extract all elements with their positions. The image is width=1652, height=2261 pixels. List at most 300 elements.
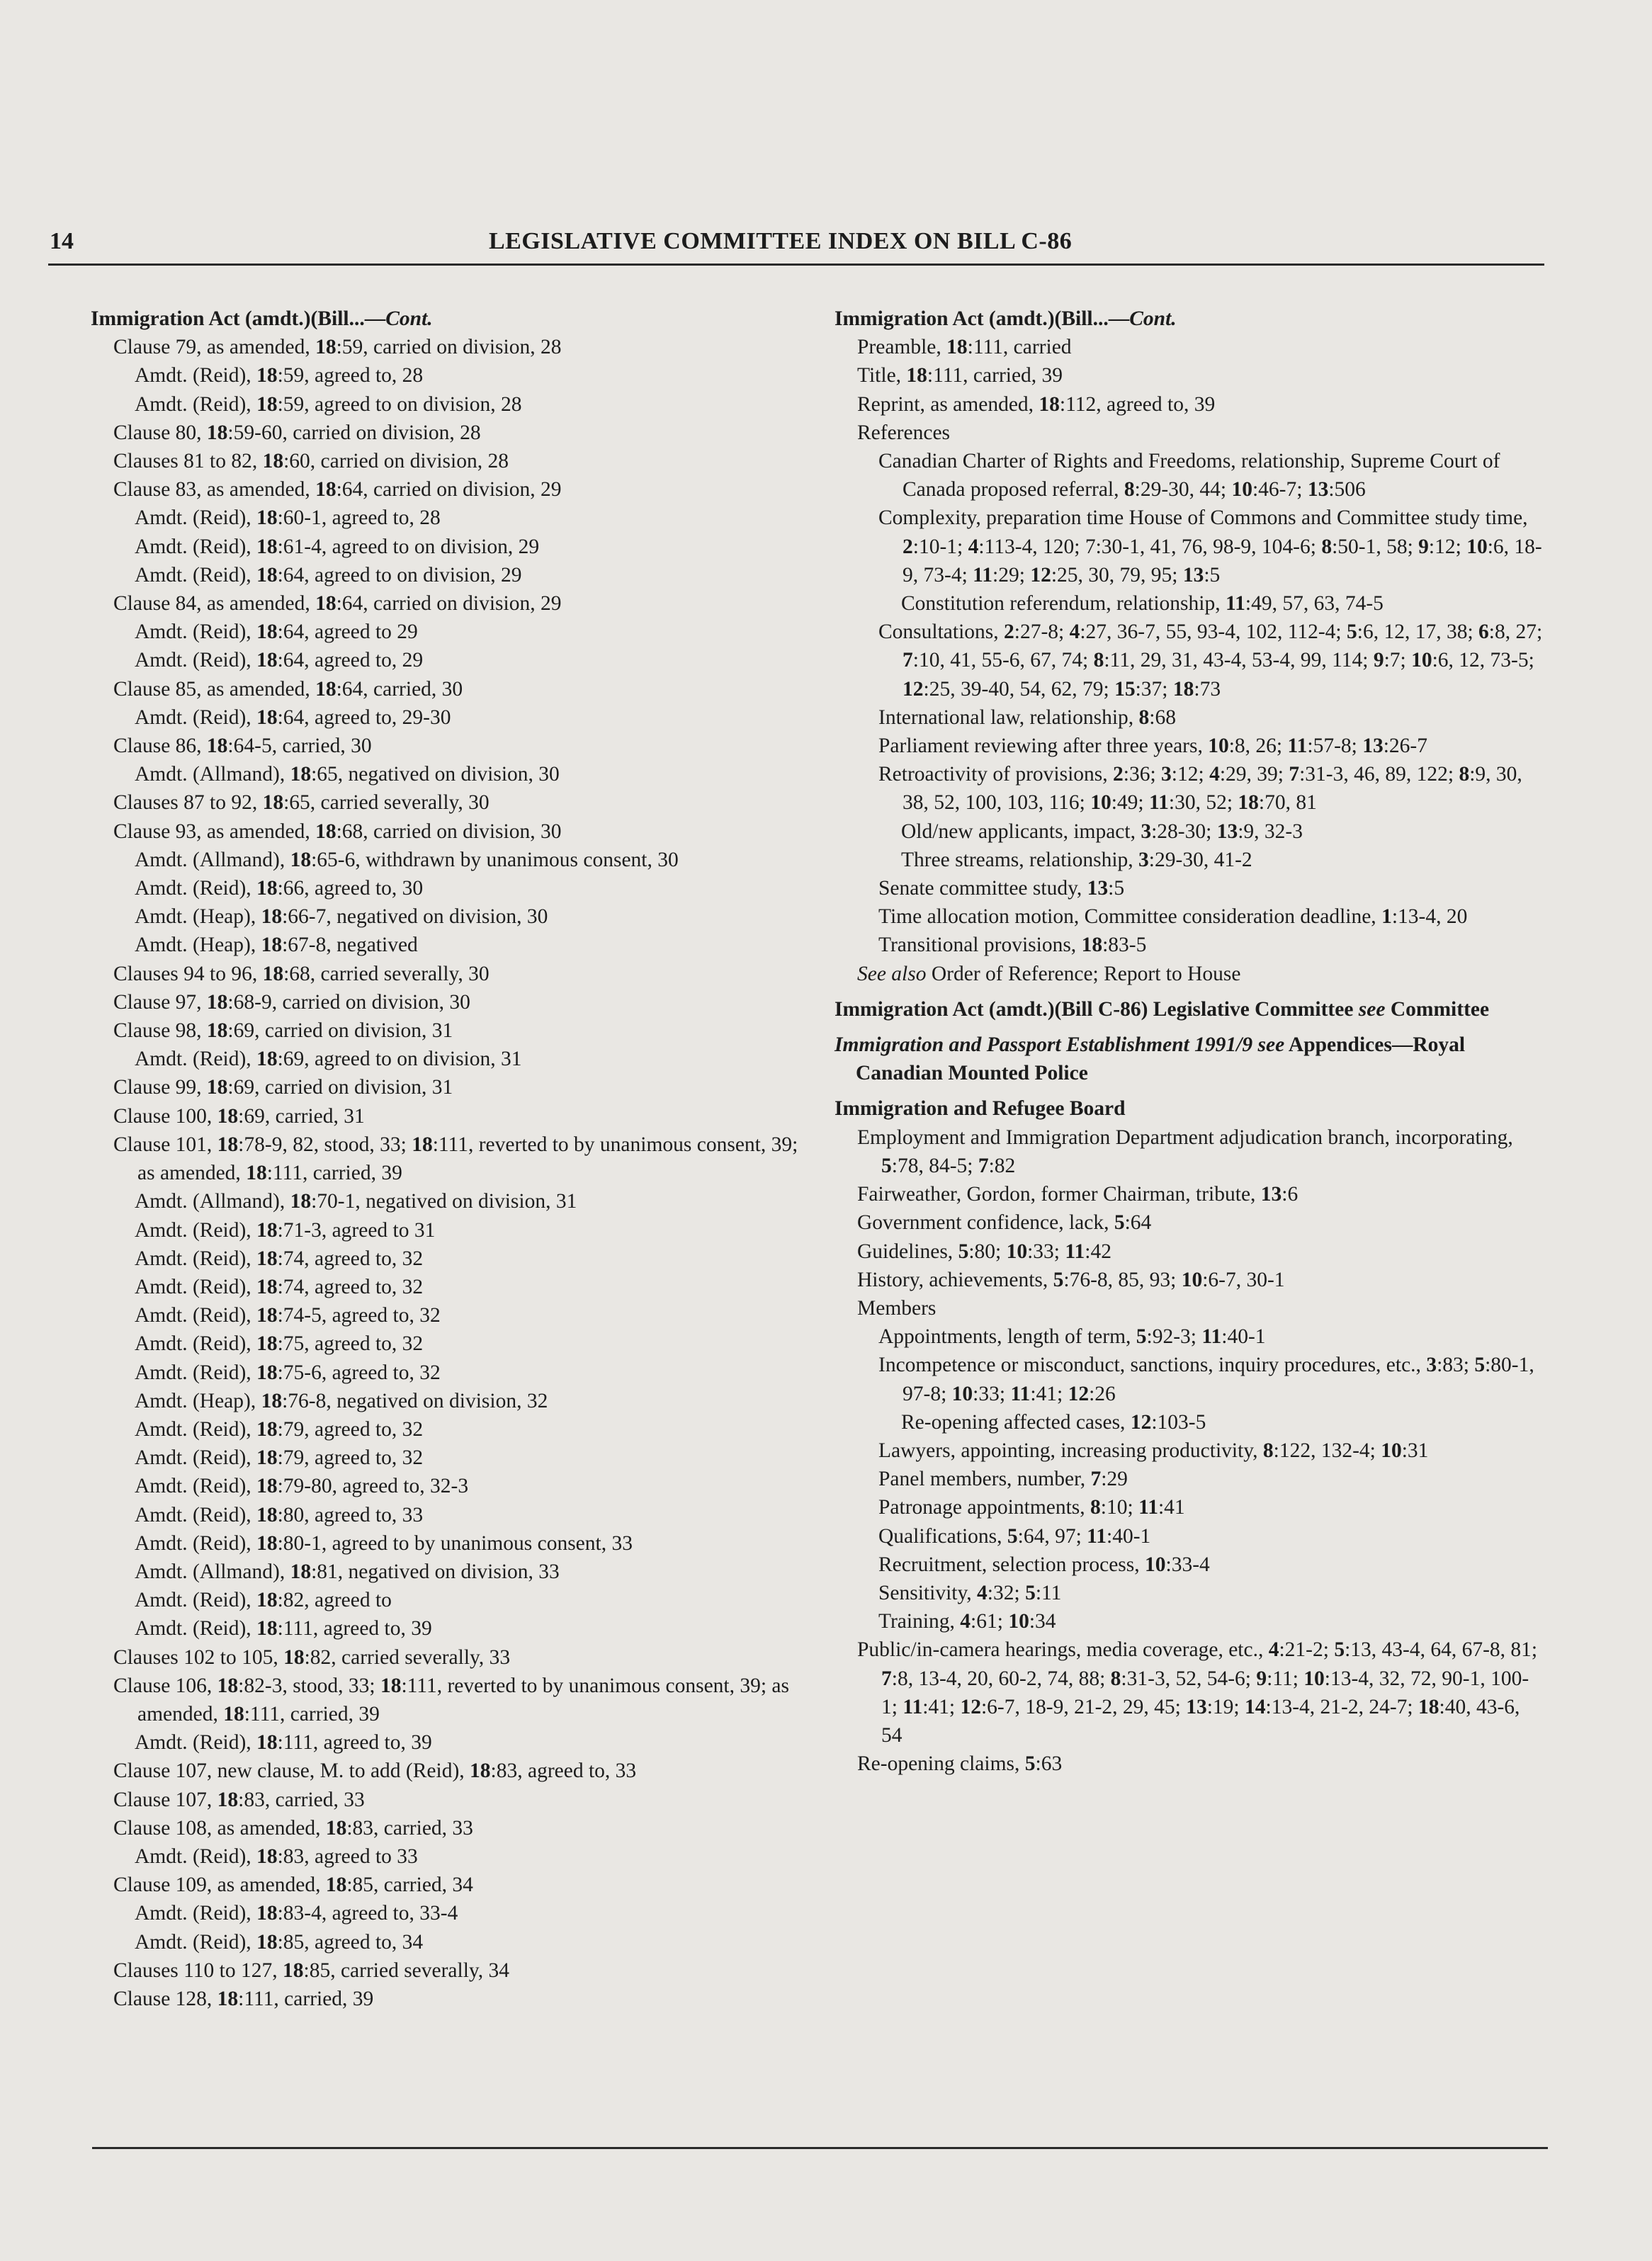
entry-text: :111, carried — [967, 336, 1072, 359]
entry-text: 18 — [325, 1816, 347, 1840]
index-entry — [91, 1359, 799, 1387]
entry-text: :83-5 — [1102, 934, 1147, 957]
entry-text: Incompetence or misconduct, sanctions, inquiry procedures, etc., — [878, 1354, 1427, 1377]
entry-text: Reprint, as amended, — [857, 392, 1039, 416]
entry-text: :25, 30, 79, 95; — [1051, 563, 1183, 586]
entry-text: :66, agreed to, 30 — [277, 877, 424, 900]
index-entry — [835, 1322, 1543, 1351]
entry-text: 18 — [256, 1218, 278, 1242]
entry-text: 18 — [256, 706, 278, 729]
entry-text: 10 — [1006, 1240, 1028, 1263]
entry-text: 18 — [217, 1133, 239, 1156]
entry-text: 4 — [977, 1581, 988, 1604]
entry-text: 18 — [1039, 392, 1060, 416]
entry-text: Amdt. (Reid), — [135, 506, 257, 530]
index-entry — [835, 1351, 1543, 1407]
entry-text: 13 — [1260, 1183, 1282, 1206]
entry-text: 11 — [903, 1695, 923, 1718]
entry-text: 18 — [256, 506, 278, 530]
entry-text: 10 — [1381, 1439, 1402, 1462]
entry-text: 18 — [262, 962, 284, 985]
entry-text: :11 — [1035, 1581, 1062, 1604]
entry-text: :29, 39; — [1219, 763, 1289, 786]
entry-text: Consultations, — [878, 620, 1005, 644]
entry-text: Panel members, number, — [878, 1468, 1091, 1491]
index-heading — [835, 305, 1543, 333]
entry-text: 18 — [946, 336, 968, 359]
entry-text: :69, carried on division, 31 — [227, 1019, 453, 1043]
index-entry — [91, 1643, 799, 1672]
entry-text: :59, carried on division, 28 — [336, 336, 562, 359]
entry-text: Immigration and Refugee Board — [835, 1097, 1126, 1121]
entry-text: 4 — [1069, 620, 1080, 644]
entry-text: 2 — [903, 535, 913, 558]
entry-text: 18 — [290, 763, 312, 786]
entry-text: Appendices—Royal Canadian Mounted Police — [856, 1033, 1466, 1085]
entry-text: :40-1 — [1221, 1325, 1266, 1349]
header-rule — [48, 264, 1544, 266]
entry-text: 7 — [1289, 763, 1300, 786]
entry-text: Order of Reference; Report to House — [926, 962, 1241, 985]
entry-text: :64 — [1124, 1211, 1152, 1235]
entry-text: :122, 132-4; — [1273, 1439, 1381, 1462]
entry-text: :8, 26; — [1228, 735, 1288, 758]
index-entry — [835, 1123, 1543, 1180]
entry-text: :82, carried severally, 33 — [304, 1645, 511, 1669]
entry-text: :74, agreed to, 32 — [277, 1247, 424, 1270]
entry-text: :7; — [1384, 649, 1412, 672]
index-entry — [835, 589, 1543, 618]
entry-text: Amdt. (Reid), — [135, 1531, 257, 1555]
index-entry — [91, 361, 799, 390]
entry-text: Appointments, length of term, — [878, 1325, 1136, 1349]
entry-text: :64-5, carried, 30 — [227, 735, 372, 758]
index-entry — [91, 1016, 799, 1045]
entry-text: :75-6, agreed to, 32 — [277, 1361, 441, 1384]
entry-text: :111, carried, 39 — [927, 364, 1063, 387]
entry-text: Amdt. (Reid), — [135, 1275, 257, 1298]
entry-text: 5 — [881, 1154, 892, 1177]
entry-text: :67-8, negatived — [282, 934, 418, 957]
entry-text: Clauses 94 to 96, — [113, 962, 263, 985]
entry-text: 5 — [1053, 1268, 1064, 1291]
entry-text: 18 — [315, 592, 336, 616]
entry-text: :70, 81 — [1258, 791, 1317, 815]
index-entry — [91, 1728, 799, 1757]
entry-text: Amdt. (Allmand), — [135, 848, 290, 871]
entry-text: Committee — [1385, 997, 1490, 1021]
entry-text: Clause 83, as amended, — [113, 478, 316, 502]
entry-text: :61; — [971, 1610, 1009, 1633]
entry-text: 18 — [315, 820, 336, 843]
entry-text: :33; — [1027, 1240, 1065, 1263]
entry-text: :68-9, carried on division, 30 — [227, 990, 470, 1014]
entry-text: References — [857, 421, 951, 444]
index-entry — [835, 931, 1543, 959]
entry-text: :64, carried on division, 29 — [336, 592, 562, 616]
entry-text: Clause 80, — [113, 421, 207, 444]
index-entry — [91, 1899, 799, 1927]
entry-text: :10-1; — [912, 535, 968, 558]
entry-text: :73 — [1194, 677, 1221, 701]
entry-text: :10, 41, 55-6, 67, 74; — [912, 649, 1094, 672]
entry-text: 18 — [470, 1760, 491, 1783]
entry-text: :83-4, agreed to, 33-4 — [277, 1902, 458, 1925]
entry-text: see — [1257, 1033, 1285, 1057]
entry-text: :29 — [1101, 1468, 1128, 1491]
entry-text: Amdt. (Reid), — [135, 1844, 257, 1868]
entry-text: :506 — [1328, 478, 1366, 502]
entry-text: :31-3, 52, 54-6; — [1121, 1667, 1257, 1690]
index-entry — [91, 1928, 799, 1956]
entry-text: Training, — [878, 1610, 961, 1633]
entry-text: Amdt. (Heap), — [135, 934, 261, 957]
entry-text: Clause 101, — [113, 1133, 217, 1156]
index-heading — [835, 1094, 1543, 1123]
entry-text: Clause 85, as amended, — [113, 677, 316, 701]
entry-text: Amdt. (Reid), — [135, 649, 257, 672]
entry-text: Government confidence, lack, — [857, 1211, 1114, 1235]
index-entry — [91, 1045, 799, 1073]
entry-text: Clauses 87 to 92, — [113, 791, 263, 815]
index-entry — [91, 675, 799, 703]
entry-text: Three streams, relationship, — [901, 848, 1139, 871]
entry-text: 18 — [256, 649, 278, 672]
entry-text: 18 — [315, 478, 336, 502]
index-entry — [91, 1586, 799, 1614]
entry-text: :103-5 — [1151, 1410, 1206, 1434]
entry-text: :83, agreed to, 33 — [490, 1760, 637, 1783]
entry-text: :92-3; — [1146, 1325, 1202, 1349]
entry-text: :61-4, agreed to on division, 29 — [277, 535, 540, 558]
index-entry — [835, 817, 1543, 846]
index-entry — [835, 1750, 1543, 1778]
entry-text: Amdt. (Reid), — [135, 1446, 257, 1470]
entry-text: Amdt. (Reid), — [135, 1332, 257, 1356]
entry-text: :12; — [1171, 763, 1210, 786]
entry-text: :6 — [1282, 1183, 1299, 1206]
entry-text: Clause 107, new clause, M. to add (Reid), — [113, 1760, 470, 1783]
entry-text: :68, carried severally, 30 — [283, 962, 490, 985]
index-column-right — [835, 305, 1543, 1778]
entry-text: Retroactivity of provisions, — [878, 763, 1114, 786]
index-entry — [835, 1551, 1543, 1579]
entry-text: :6, 12, 73-5; — [1432, 649, 1534, 672]
entry-text: :28-30; — [1151, 820, 1217, 843]
index-entry — [835, 1465, 1543, 1493]
entry-text: 3 — [1426, 1354, 1437, 1377]
entry-text: :29-30, 44; — [1134, 478, 1232, 502]
entry-text: Members — [857, 1296, 937, 1320]
entry-text: :21-2; — [1279, 1638, 1335, 1662]
entry-text: Amdt. (Reid), — [135, 1475, 257, 1498]
entry-text: :27, 36-7, 55, 93-4, 102, 112-4; — [1080, 620, 1347, 644]
entry-text: Clause 79, as amended, — [113, 336, 316, 359]
entry-text: :111, agreed to, 39 — [277, 1731, 432, 1755]
entry-text: 18 — [290, 1560, 312, 1583]
entry-text: :8, 27; — [1488, 620, 1543, 644]
entry-text: 10 — [1145, 1553, 1166, 1576]
entry-text: 18 — [256, 1589, 278, 1612]
entry-text: Senate committee study, — [878, 877, 1087, 900]
entry-text: Amdt. (Reid), — [135, 1617, 257, 1640]
entry-text: 18 — [223, 1702, 244, 1726]
entry-text: :37; — [1135, 677, 1173, 701]
entry-text: 10 — [1466, 535, 1488, 558]
entry-text: 18 — [256, 1275, 278, 1298]
entry-text: History, achievements, — [857, 1268, 1053, 1291]
entry-text: :69, carried, 31 — [238, 1104, 365, 1128]
index-entry — [91, 788, 799, 817]
entry-text: 18 — [217, 1674, 239, 1697]
entry-text: :59-60, carried on division, 28 — [227, 421, 481, 444]
entry-text: 18 — [256, 1930, 278, 1954]
entry-text: 18 — [290, 1190, 312, 1213]
entry-text: Amdt. (Heap), — [135, 905, 261, 929]
index-entry — [91, 646, 799, 674]
entry-text: 14 — [1245, 1695, 1266, 1718]
index-entry — [91, 902, 799, 931]
entry-text: Clause 97, — [113, 990, 207, 1014]
entry-text: Preamble, — [857, 336, 947, 359]
index-entry — [91, 618, 799, 646]
entry-text: 13 — [1362, 735, 1384, 758]
entry-text: 10 — [1090, 791, 1111, 815]
entry-text: :82, agreed to — [277, 1589, 392, 1612]
entry-text: :6-7, 18-9, 21-2, 29, 45; — [980, 1695, 1187, 1718]
entry-text: International law, relationship, — [878, 706, 1139, 729]
entry-text: :111, reverted to by unanimous consent, 39; as amended, — [137, 1133, 798, 1185]
entry-text: Clauses 102 to 105, — [113, 1645, 284, 1669]
entry-text: 11 — [1226, 592, 1245, 616]
index-entry — [835, 1237, 1543, 1266]
entry-text: 18 — [256, 1617, 278, 1640]
entry-text: :68, carried on division, 30 — [336, 820, 562, 843]
entry-text: 10 — [1303, 1667, 1325, 1690]
entry-text: Amdt. (Reid), — [135, 1417, 257, 1441]
entry-text: 4 — [960, 1610, 971, 1633]
entry-text: Clause 106, — [113, 1674, 217, 1697]
entry-text: 5 — [1024, 1752, 1036, 1776]
entry-text: 5 — [1347, 620, 1357, 644]
entry-text: 18 — [217, 1104, 239, 1128]
entry-text: :64, agreed to, 29 — [277, 649, 424, 672]
entry-text: :111, carried, 39 — [238, 1987, 374, 2010]
entry-text: :32; — [987, 1581, 1026, 1604]
index-entry — [835, 1294, 1543, 1322]
entry-text: :11; — [1267, 1667, 1304, 1690]
index-entry — [91, 1871, 799, 1899]
index-entry — [91, 1073, 799, 1101]
entry-text: :65-6, withdrawn by unanimous consent, 30 — [311, 848, 679, 871]
entry-text: Amdt. (Reid), — [135, 1503, 257, 1526]
entry-text: Amdt. (Allmand), — [135, 1560, 290, 1583]
index-heading — [91, 305, 799, 333]
entry-text: 18 — [256, 535, 278, 558]
entry-text: :59, agreed to, 28 — [277, 364, 424, 387]
index-entry — [835, 1408, 1543, 1436]
entry-text: :13, 43-4, 64, 67-8, 81; — [1345, 1638, 1538, 1662]
entry-text: 11 — [1149, 791, 1169, 815]
index-entry — [91, 703, 799, 732]
entry-text: Amdt. (Reid), — [135, 1589, 257, 1612]
entry-text: 18 — [262, 791, 284, 815]
entry-text: 18 — [261, 905, 283, 929]
entry-text: 18 — [256, 1844, 278, 1868]
entry-text: :34 — [1029, 1610, 1056, 1633]
index-entry — [91, 1558, 799, 1586]
index-entry — [835, 760, 1543, 817]
entry-text: :29; — [992, 563, 1031, 586]
index-entry — [91, 1529, 799, 1558]
entry-text: 4 — [1209, 763, 1220, 786]
index-entry — [835, 902, 1543, 931]
entry-text: :29-30, 41-2 — [1148, 848, 1252, 871]
entry-text: 8 — [1124, 478, 1135, 502]
entry-text: :64, agreed to on division, 29 — [277, 563, 522, 586]
entry-text: :83; — [1437, 1354, 1475, 1377]
index-entry — [835, 419, 1543, 447]
entry-text: :64, agreed to, 29-30 — [277, 706, 451, 729]
index-entry — [835, 447, 1543, 504]
entry-text: 18 — [256, 1417, 278, 1441]
index-entry — [91, 988, 799, 1016]
entry-text: :70-1, negatived on division, 31 — [311, 1190, 577, 1213]
entry-text: Immigration Act (amdt.)(Bill C-86) Legislative Committee — [835, 997, 1359, 1021]
entry-text: 18 — [256, 1902, 278, 1925]
entry-text: 13 — [1087, 877, 1109, 900]
entry-text: 18 — [206, 1076, 228, 1099]
entry-text: 10 — [1208, 735, 1229, 758]
index-entry — [91, 533, 799, 561]
entry-text: :65, carried severally, 30 — [283, 791, 490, 815]
entry-text: 18 — [206, 735, 228, 758]
entry-text: Amdt. (Heap), — [135, 1389, 261, 1412]
entry-text: 7 — [1090, 1468, 1102, 1491]
entry-text: Clause 100, — [113, 1104, 217, 1128]
entry-text: :19; — [1206, 1695, 1245, 1718]
entry-text: Clause 99, — [113, 1076, 207, 1099]
entry-text: Qualifications, — [878, 1524, 1007, 1548]
entry-text: 18 — [206, 1019, 228, 1043]
entry-text: :33-4 — [1165, 1553, 1210, 1576]
entry-text: 18 — [1172, 677, 1194, 701]
entry-text: Constitution referendum, relationship, — [901, 592, 1226, 616]
entry-text: :41; — [922, 1695, 961, 1718]
entry-text: Fairweather, Gordon, former Chairman, tribute, — [857, 1183, 1261, 1206]
entry-text: 18 — [256, 620, 278, 644]
entry-text: Re-opening claims, — [857, 1752, 1025, 1776]
entry-text: 5 — [1334, 1638, 1345, 1662]
entry-text: 12 — [1068, 1382, 1090, 1405]
index-entry — [91, 1102, 799, 1130]
entry-text: :64, carried, 30 — [336, 677, 463, 701]
index-heading — [835, 1031, 1543, 1087]
entry-text: 18 — [412, 1133, 433, 1156]
entry-text: :80-1, agreed to by unanimous consent, 33 — [277, 1531, 633, 1555]
entry-text: Amdt. (Reid), — [135, 392, 257, 416]
entry-text: Immigration Act (amdt.)(Bill...— — [91, 307, 386, 330]
entry-text: Immigration Act (amdt.)(Bill...— — [835, 307, 1130, 330]
index-entry — [91, 589, 799, 618]
index-entry — [91, 1614, 799, 1643]
entry-text: :26 — [1089, 1382, 1116, 1405]
entry-text: 18 — [256, 364, 278, 387]
entry-text: Clause 107, — [113, 1788, 217, 1811]
entry-text: 18 — [315, 677, 336, 701]
entry-text: :33; — [973, 1382, 1011, 1405]
entry-text: 8 — [1321, 535, 1333, 558]
index-entry — [835, 1636, 1543, 1750]
entry-text: :57-8; — [1307, 735, 1363, 758]
entry-text: 5 — [1136, 1325, 1147, 1349]
entry-text: :13-4, 32, 72, 90-1, 100-1; — [881, 1667, 1529, 1718]
entry-text: 18 — [256, 1332, 278, 1356]
entry-text: :30, 52; — [1168, 791, 1238, 815]
entry-text: :76-8, 85, 93; — [1063, 1268, 1182, 1291]
index-entry — [835, 333, 1543, 361]
entry-text: :83, agreed to 33 — [277, 1844, 418, 1868]
index-entry — [835, 390, 1543, 419]
entry-text: 13 — [1307, 478, 1329, 502]
entry-text: 11 — [1010, 1382, 1031, 1405]
entry-text: :10; — [1100, 1496, 1139, 1519]
entry-text: Parliament reviewing after three years, — [878, 735, 1209, 758]
entry-text: :6, 12, 17, 38; — [1357, 620, 1479, 644]
entry-text: 7 — [978, 1154, 989, 1177]
entry-text: 18 — [206, 421, 228, 444]
entry-text: Clauses 110 to 127, — [113, 1959, 283, 1982]
entry-text: Amdt. (Reid), — [135, 620, 257, 644]
entry-text: :79-80, agreed to, 32-3 — [277, 1475, 469, 1498]
index-entry — [91, 1387, 799, 1415]
entry-text: Amdt. (Reid), — [135, 364, 257, 387]
entry-text: 18 — [217, 1987, 239, 2010]
entry-text: Amdt. (Reid), — [135, 1048, 257, 1071]
entry-text: 11 — [1287, 735, 1308, 758]
entry-text: :12; — [1428, 535, 1467, 558]
entry-text: Clauses 81 to 82, — [113, 450, 263, 473]
footer-rule — [92, 2147, 1548, 2149]
index-entry — [835, 846, 1543, 874]
entry-text: :60-1, agreed to, 28 — [277, 506, 441, 530]
entry-text: :60, carried on division, 28 — [283, 450, 509, 473]
entry-text: Amdt. (Reid), — [135, 877, 257, 900]
entry-text: 10 — [1411, 649, 1432, 672]
index-entry — [835, 1180, 1543, 1208]
index-entry — [91, 1757, 799, 1785]
index-entry — [91, 931, 799, 959]
entry-text: 18 — [262, 450, 284, 473]
index-entry — [91, 561, 799, 589]
entry-text: 3 — [1161, 763, 1172, 786]
index-entry — [91, 874, 799, 902]
entry-text: Amdt. (Reid), — [135, 1930, 257, 1954]
entry-text: 18 — [246, 1162, 267, 1185]
entry-text: Clause 86, — [113, 735, 207, 758]
entry-text: 18 — [283, 1959, 304, 1982]
entry-text: Transitional provisions, — [878, 934, 1082, 957]
entry-text: 7 — [881, 1667, 892, 1690]
entry-text: :27-8; — [1014, 620, 1070, 644]
index-entry — [91, 419, 799, 447]
index-entry — [91, 1415, 799, 1444]
entry-text: 18 — [1418, 1695, 1439, 1718]
entry-text: 18 — [261, 1389, 283, 1412]
entry-text: :75, agreed to, 32 — [277, 1332, 424, 1356]
entry-text: Lawyers, appointing, increasing productivity, — [878, 1439, 1263, 1462]
entry-text: :80; — [968, 1240, 1007, 1263]
